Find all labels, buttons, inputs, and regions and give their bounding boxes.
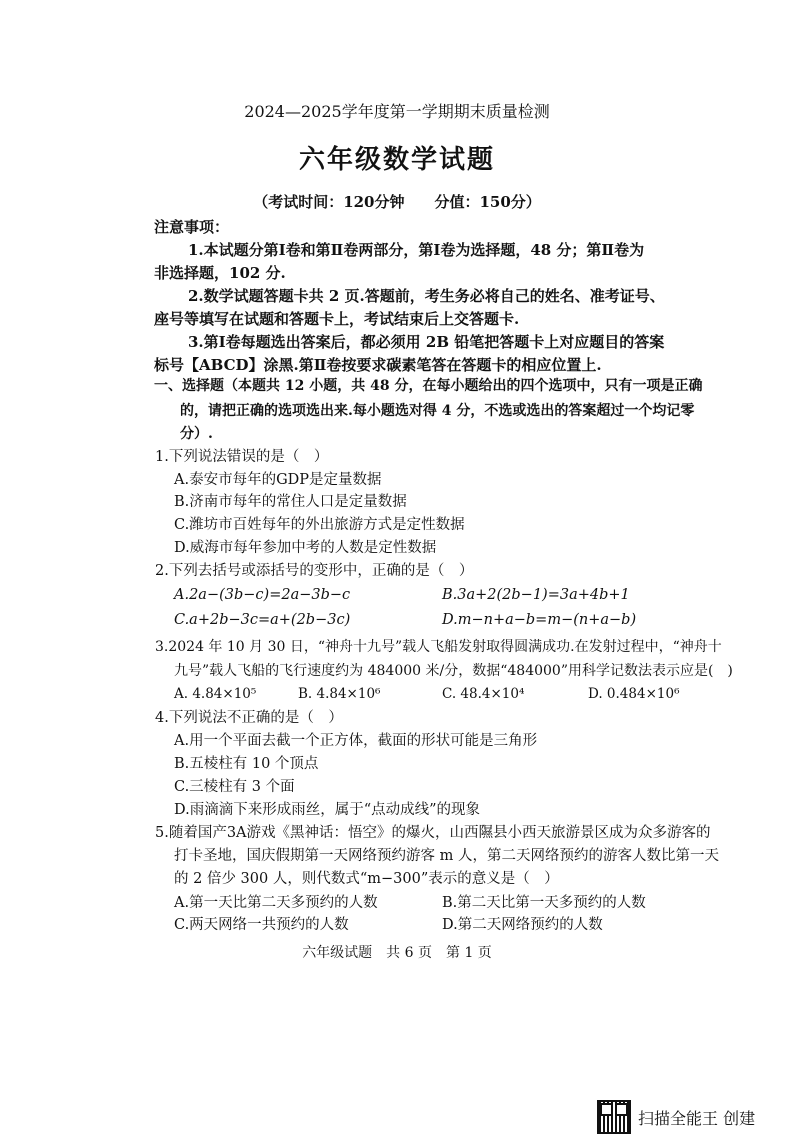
- notes-line: 标号【ABCD】涂黑.第Ⅱ卷按要求碳素笔答在答题卡的相应位置上.: [154, 356, 602, 374]
- question-5-option-a: A.第一天比第二天多预约的人数: [174, 895, 378, 911]
- question-5-stem-cont: 的 2 倍少 300 人，则代数式“m−300”表示的意义是（ ）: [174, 871, 559, 887]
- question-5-option-d: D.第二天网络预约的人数: [442, 917, 603, 933]
- exam-info: （考试时间：120分钟 分值：150分）: [253, 193, 541, 211]
- question-3-option-a: A. 4.84×10⁵: [174, 686, 257, 702]
- notes-line: 2.数学试题答题卡共 2 页.答题前，考生务必将自己的姓名、准考证号、: [188, 287, 665, 305]
- question-4-option-d: D.雨滴滴下来形成雨丝，属于“点动成线”的现象: [174, 802, 481, 818]
- notes-line: 座号等填写在试题和答题卡上，考试结束后上交答题卡.: [154, 310, 520, 328]
- qr-code-icon: [597, 1100, 631, 1134]
- question-1-option-c: C.潍坊市百姓每年的外出旅游方式是定性数据: [174, 517, 465, 533]
- question-3-option-d: D. 0.484×10⁶: [588, 686, 680, 702]
- notes-line: 1.本试题分第Ⅰ卷和第Ⅱ卷两部分，第Ⅰ卷为选择题，48 分；第Ⅱ卷为: [188, 241, 645, 259]
- question-3-option-b: B. 4.84×10⁶: [298, 686, 381, 702]
- question-1-option-a: A.泰安市每年的GDP是定量数据: [174, 472, 382, 488]
- question-5-option-c: C.两天网络一共预约的人数: [174, 917, 349, 933]
- question-2-stem: 2.下列去括号或添括号的变形中，正确的是（ ）: [155, 563, 474, 579]
- exam-subtitle: 2024—2025学年度第一学期期末质量检测: [244, 102, 550, 121]
- question-5-stem-cont: 打卡圣地，国庆假期第一天网络预约游客 m 人，第二天网络预约的游客人数比第一天: [174, 848, 719, 864]
- exam-title: 六年级数学试题: [298, 145, 495, 175]
- section-heading-cont: 分）.: [180, 426, 213, 442]
- question-1-option-d: D.威海市每年参加中考的人数是定性数据: [174, 540, 437, 556]
- question-5-stem: 5.随着国产3A游戏《黑神话：悟空》的爆火，山西隰县小西天旅游景区成为众多游客的: [155, 825, 711, 841]
- notes-line: 3.第Ⅰ卷每题选出答案后，都必须用 2B 铅笔把答题卡上对应题目的答案: [188, 333, 665, 351]
- section-heading: 一、选择题（本题共 12 小题，共 48 分，在每小题给出的四个选项中，只有一项是正确: [154, 378, 703, 394]
- question-2-option-c: C.a+2b−3c=a+(2b−3c): [174, 612, 351, 628]
- page-footer: 六年级试题 共 6 页 第 1 页: [302, 945, 492, 961]
- question-2-option-a: A.2a−(3b−c)=2a−3b−c: [174, 587, 351, 603]
- question-1-option-b: B.济南市每年的常住人口是定量数据: [174, 494, 407, 510]
- question-4-option-a: A.用一个平面去截一个正方体，截面的形状可能是三角形: [174, 733, 538, 749]
- question-2-option-d: D.m−n+a−b=m−(n+a−b): [442, 612, 637, 628]
- question-2-option-b: B.3a+2(2b−1)=3a+4b+1: [442, 587, 630, 603]
- section-heading-cont: 的，请把正确的选项选出来.每小题选对得 4 分，不选或选出的答案超过一个均记零: [180, 403, 695, 419]
- question-3-stem: 3.2024 年 10 月 30 日，“神舟十九号”载人飞船发射取得圆满成功.在发射过程中，“神舟十: [155, 639, 722, 655]
- question-4-stem: 4.下列说法不正确的是（ ）: [155, 710, 343, 726]
- question-1-stem: 1.下列说法错误的是（ ）: [155, 449, 329, 465]
- question-5-option-b: B.第二天比第一天多预约的人数: [442, 895, 646, 911]
- question-3-option-c: C. 48.4×10⁴: [442, 686, 525, 702]
- question-3-stem-cont: 九号”载人飞船的飞行速度约为 484000 米/分，数据“484000”用科学记数法表示应是( ): [174, 663, 733, 679]
- notes-heading: 注意事项：: [154, 218, 230, 236]
- question-4-option-c: C.三棱柱有 3 个面: [174, 779, 295, 795]
- question-4-option-b: B.五棱柱有 10 个顶点: [174, 756, 319, 772]
- scanner-watermark: 扫描全能王 创建: [638, 1109, 756, 1128]
- notes-line: 非选择题，102 分.: [154, 264, 286, 282]
